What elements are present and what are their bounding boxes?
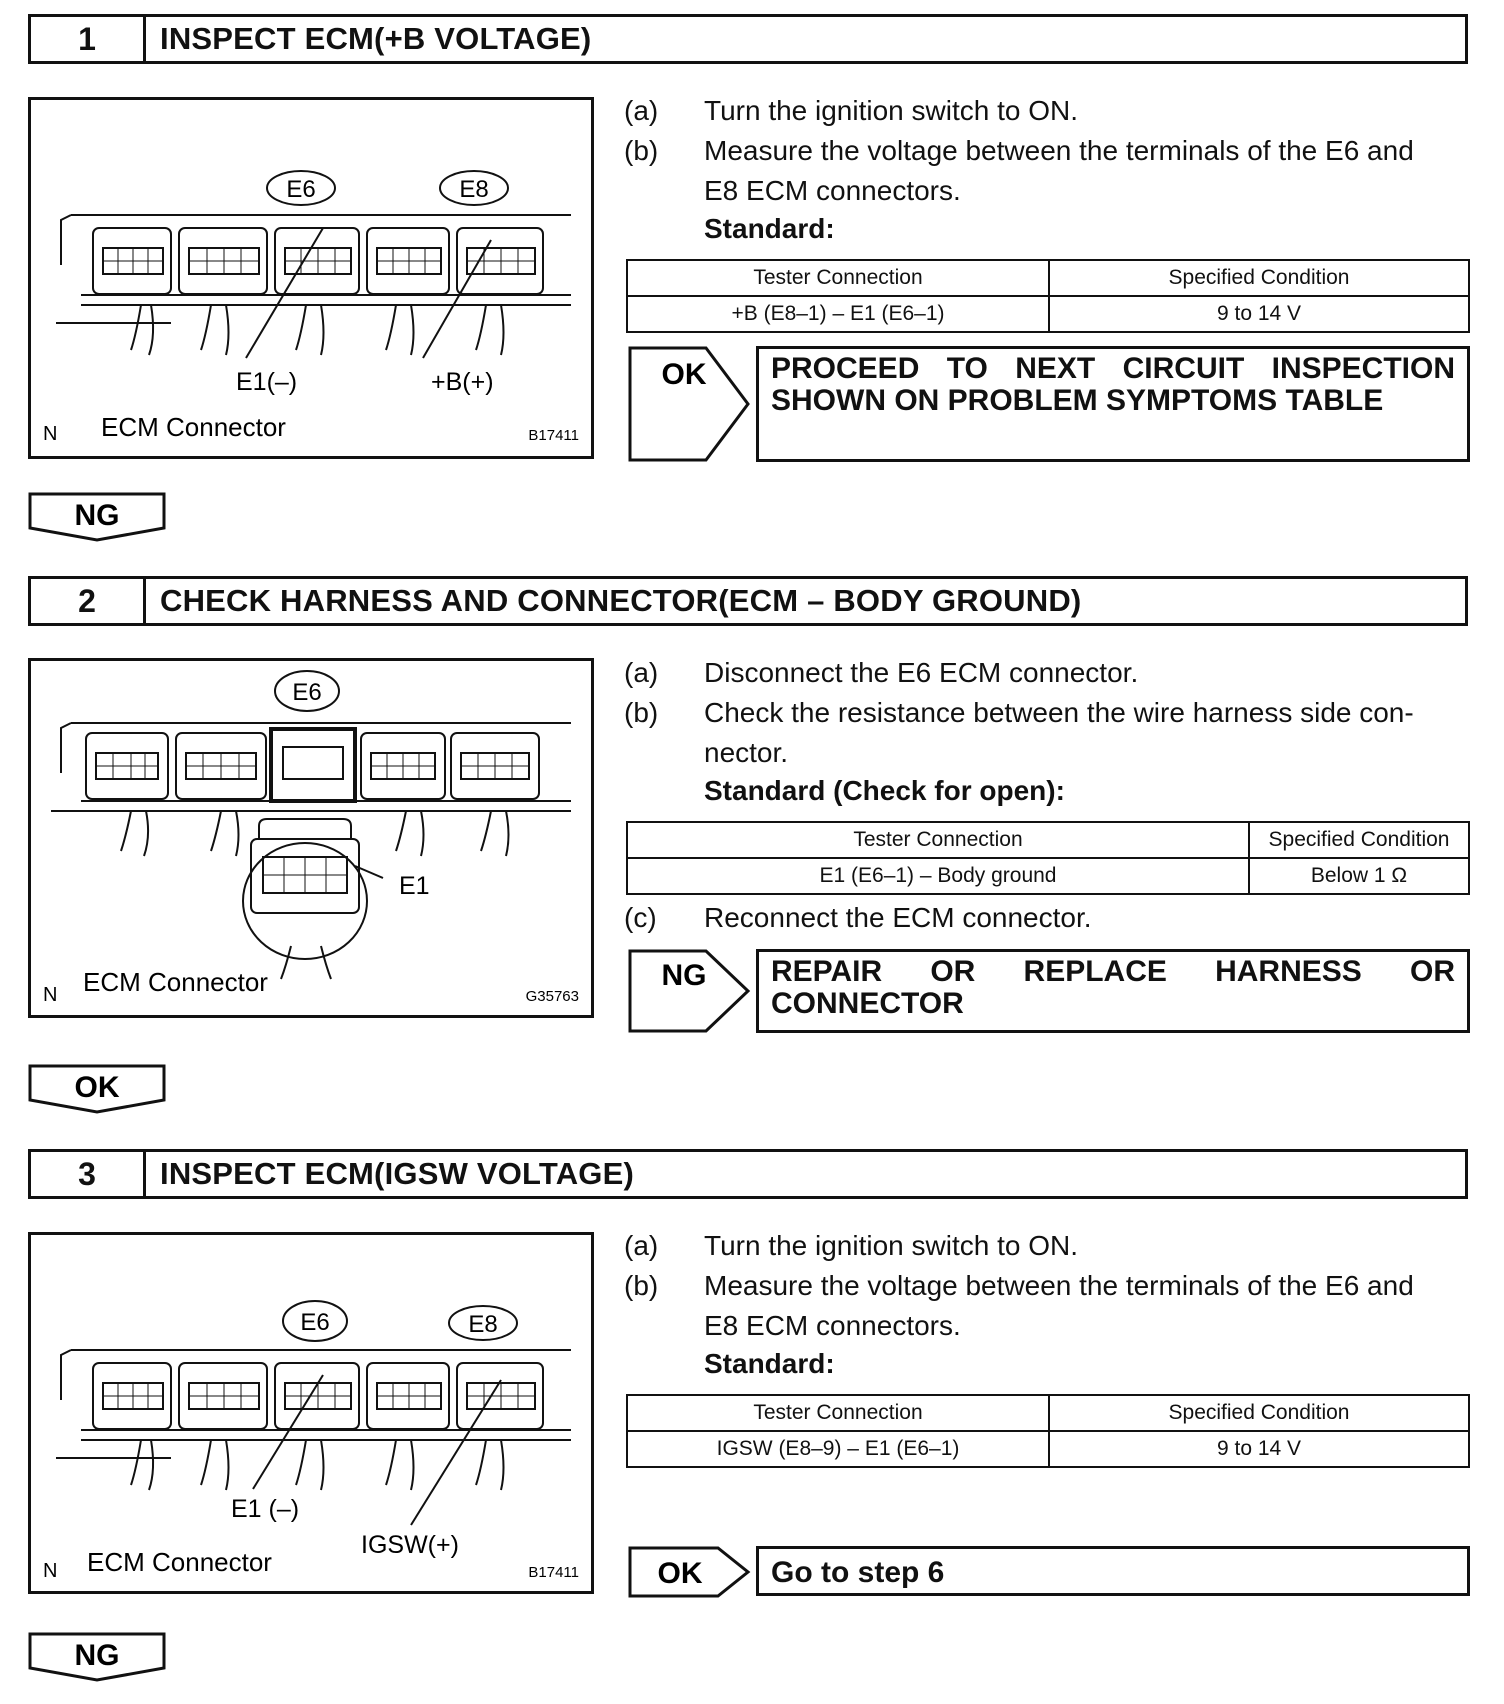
figure-caption: ECM Connector bbox=[87, 1547, 272, 1577]
instruction-b: (b) Check the resistance between the wire harness side con- bbox=[624, 697, 1414, 728]
instruction-b-continued: E8 ECM connectors. bbox=[704, 175, 961, 206]
e6-label: E6 bbox=[300, 1309, 330, 1336]
result-tag-text: OK bbox=[661, 358, 707, 391]
ecm-connector-illustration bbox=[31, 661, 591, 1015]
result-box bbox=[756, 1546, 1470, 1596]
result-tag-text: NG bbox=[661, 959, 707, 992]
result-box bbox=[756, 346, 1470, 462]
down-tab-text: NG bbox=[74, 499, 120, 532]
e6-label: E6 bbox=[292, 679, 322, 706]
instruction-a: (a) Turn the ignition switch to ON. bbox=[624, 95, 1079, 126]
figure-code: B17411 bbox=[528, 1564, 579, 1581]
standard-label: Standard (Check for open): bbox=[704, 775, 1065, 806]
result-line-1: Go to step 6 bbox=[771, 1556, 945, 1589]
down-tab-text: OK bbox=[74, 1071, 120, 1104]
table-row bbox=[627, 1431, 1469, 1467]
b-positive-label: +B(+) bbox=[431, 368, 494, 396]
step-3-header bbox=[28, 1149, 1468, 1199]
instruction-b: (b) Measure the voltage between the terminals of the E6 and bbox=[624, 1270, 1414, 1301]
result-line-1: PROCEED TO NEXT CIRCUIT INSPECTION bbox=[771, 352, 1455, 385]
down-tab-text: NG bbox=[74, 1639, 120, 1672]
table-header: Specified Condition bbox=[1049, 260, 1469, 296]
figure-code: G35763 bbox=[525, 988, 579, 1005]
spec-table bbox=[626, 821, 1470, 895]
table-cell: 9 to 14 V bbox=[1049, 296, 1469, 332]
result-line-2: CONNECTOR bbox=[771, 987, 964, 1020]
instruction-b-continued: E8 ECM connectors. bbox=[704, 1310, 961, 1341]
step-2-header bbox=[28, 576, 1468, 626]
instruction-a: (a) Disconnect the E6 ECM connector. bbox=[624, 657, 1139, 688]
instruction-c: (c) Reconnect the ECM connector. bbox=[624, 902, 1092, 933]
standard-label: Standard: bbox=[704, 213, 835, 244]
step-number: 2 bbox=[31, 579, 146, 623]
step-title: CHECK HARNESS AND CONNECTOR(ECM – BODY GROUND) bbox=[160, 583, 1082, 618]
table-row bbox=[627, 296, 1469, 332]
n-mark: N bbox=[43, 1560, 58, 1582]
n-mark: N bbox=[43, 423, 58, 445]
step-number: 1 bbox=[31, 17, 146, 61]
figure-caption: ECM Connector bbox=[83, 967, 268, 997]
table-cell: +B (E8–1) – E1 (E6–1) bbox=[627, 296, 1049, 332]
table-header: Tester Connection bbox=[627, 822, 1249, 858]
e1-label: E1 bbox=[399, 872, 430, 900]
table-cell: IGSW (E8–9) – E1 (E6–1) bbox=[627, 1431, 1049, 1467]
table-header-row bbox=[627, 260, 1469, 296]
step-1-header bbox=[28, 14, 1468, 64]
step-title: INSPECT ECM(IGSW VOLTAGE) bbox=[160, 1156, 635, 1191]
ecm-connector-illustration bbox=[31, 100, 591, 456]
step-3-figure bbox=[28, 1232, 594, 1594]
table-cell: 9 to 14 V bbox=[1049, 1431, 1469, 1467]
spec-table bbox=[626, 259, 1470, 333]
e6-label: E6 bbox=[286, 176, 316, 203]
figure-caption: ECM Connector bbox=[101, 412, 286, 442]
table-header-row bbox=[627, 1395, 1469, 1431]
figure-code: B17411 bbox=[528, 427, 579, 444]
ng-down-tab bbox=[28, 492, 168, 549]
standard-label: Standard: bbox=[704, 1348, 835, 1379]
table-header: Specified Condition bbox=[1249, 822, 1469, 858]
instruction-a: (a) Turn the ignition switch to ON. bbox=[624, 1230, 1079, 1261]
step-2-figure bbox=[28, 658, 594, 1018]
result-box bbox=[756, 949, 1470, 1033]
e8-label: E8 bbox=[468, 1311, 498, 1338]
ok-down-tab bbox=[28, 1064, 168, 1121]
step-number: 3 bbox=[31, 1152, 146, 1196]
instruction-b: (b) Measure the voltage between the terminals of the E6 and bbox=[624, 135, 1414, 166]
step-1-figure bbox=[28, 97, 594, 459]
ecm-connector-illustration bbox=[31, 1235, 591, 1591]
e1-negative-label: E1(–) bbox=[236, 368, 298, 396]
n-mark: N bbox=[43, 984, 58, 1006]
table-header: Tester Connection bbox=[627, 260, 1049, 296]
ok-arrow-tag bbox=[628, 1546, 752, 1603]
table-cell: E1 (E6–1) – Body ground bbox=[627, 858, 1249, 894]
spec-table bbox=[626, 1394, 1470, 1468]
table-cell: Below 1 Ω bbox=[1249, 858, 1469, 894]
result-tag-text: OK bbox=[657, 1557, 703, 1590]
e1-negative-label: E1 (–) bbox=[231, 1495, 300, 1523]
ng-arrow-tag bbox=[628, 949, 752, 1038]
table-header: Specified Condition bbox=[1049, 1395, 1469, 1431]
table-header-row bbox=[627, 822, 1469, 858]
igsw-positive-label: IGSW(+) bbox=[361, 1531, 459, 1559]
table-row bbox=[627, 858, 1469, 894]
ok-arrow-tag bbox=[628, 346, 752, 467]
result-line-1: REPAIR OR REPLACE HARNESS OR bbox=[771, 955, 1455, 988]
result-line-2: SHOWN ON PROBLEM SYMPTOMS TABLE bbox=[771, 384, 1384, 417]
instruction-b-continued: nector. bbox=[704, 737, 789, 768]
table-header: Tester Connection bbox=[627, 1395, 1049, 1431]
ng-down-tab bbox=[28, 1632, 168, 1689]
e8-label: E8 bbox=[459, 176, 489, 203]
step-title: INSPECT ECM(+B VOLTAGE) bbox=[160, 21, 592, 56]
